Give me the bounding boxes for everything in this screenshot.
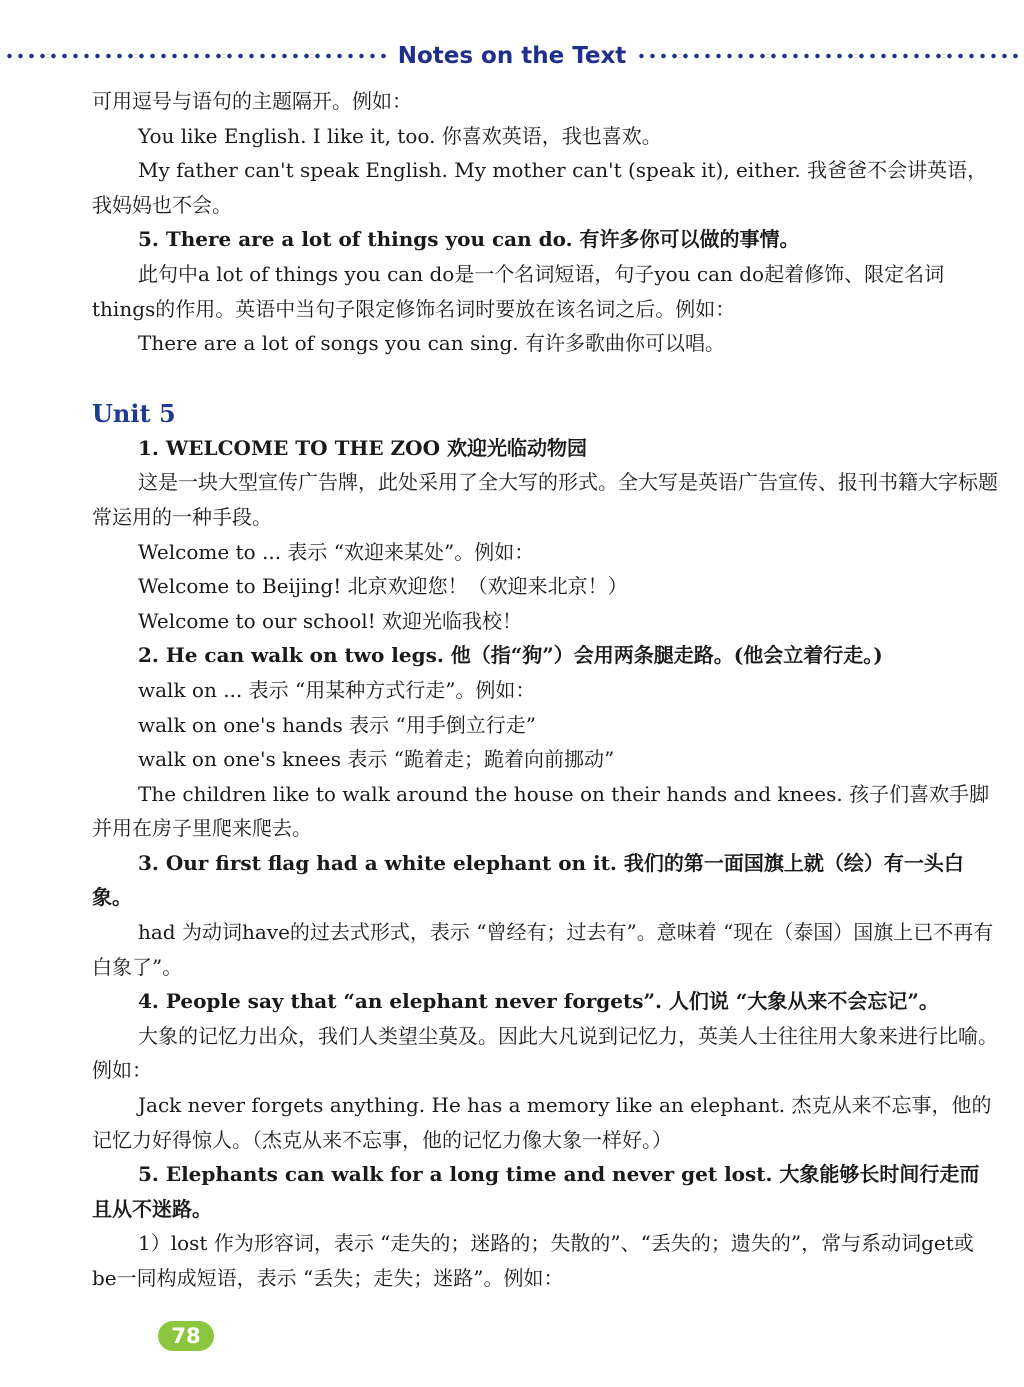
page-number-badge: 78 <box>158 1321 214 1351</box>
paragraph: 可用逗号与语句的主题隔开。例如： <box>92 89 412 113</box>
paragraph: 此句中a lot of things you can do是一个名词短语，句子you can do起着修饰、限定名词things的作用。英语中当句子限定修饰名词时要放在该名词之后。例如： <box>92 261 945 321</box>
note-title: 5. Elephants can walk for a long time and never get lost. 大象能够长时间行走而且从不迷路。 <box>92 1162 980 1221</box>
note-title: 1. WELCOME TO THE ZOO 欢迎光临动物园 <box>138 435 587 460</box>
paragraph: 大象的记忆力出众，我们人类望尘莫及。因此大凡说到记忆力，英美人士往往用大象来进行比喻。例如： <box>92 1023 998 1083</box>
example-sentence: Welcome to ... 表示 “欢迎来某处”。例如： <box>138 539 535 564</box>
example-sentence: Welcome to Beijing! 北京欢迎您！（欢迎来北京！） <box>138 574 628 599</box>
note-title: 5. There are a lot of things you can do. 有许多你可以做的事情。 <box>138 227 800 252</box>
example-sentence: My father can't speak English. My mother can't (speak it), either. 我爸爸不会讲英语，我妈妈也不会。 <box>92 158 988 217</box>
note-title: 4. People say that “an elephant never forgets”. 人们说 “大象从来不会忘记”。 <box>138 989 939 1014</box>
page-content <box>92 84 998 1296</box>
paragraph: 1）lost 作为形容词，表示 “走失的；迷路的；失散的”、“丢失的；遗失的”，常与系动词get或be一同构成短语，表示 “丢失；走失；迷路”。例如： <box>92 1231 974 1290</box>
unit-heading: Unit 5 <box>92 398 176 428</box>
example-sentence: The children like to walk around the house on their hands and knees. 孩子们喜欢手脚并用在房子里爬来爬去。 <box>92 781 990 841</box>
example-sentence: walk on one's hands 表示 “用手倒立行走” <box>138 712 536 737</box>
dotted-rule-right <box>636 53 1020 59</box>
example-sentence: walk on ... 表示 “用某种方式行走”。例如： <box>138 677 536 702</box>
example-sentence: There are a lot of songs you can sing. 有许多歌曲你可以唱。 <box>138 331 726 356</box>
example-sentence: Jack never forgets anything. He has a memory like an elephant. 杰克从来不忘事，他的记忆力好得惊人。（杰克从来不忘事，他的记忆力像大象一样好。） <box>92 1093 992 1152</box>
note-title: 3. Our first flag had a white elephant on it. 我们的第一面国旗上就（绘）有一头白象。 <box>92 850 964 910</box>
example-sentence: walk on one's knees 表示 “跪着走；跪着向前挪动” <box>138 747 615 772</box>
note-title: 2. He can walk on two legs. 他（指“狗”）会用两条腿走路。(他会立着行走。) <box>138 643 883 668</box>
paragraph: had 为动词have的过去式形式，表示 “曾经有；过去有”。意味着 “现在（泰国）国旗上已不再有白象了”。 <box>92 920 994 979</box>
section-header <box>0 38 1024 74</box>
example-sentence: You like English. I like it, too. 你喜欢英语，我也喜欢。 <box>138 123 662 148</box>
dotted-rule-left <box>4 53 388 59</box>
section-title: Notes on the Text <box>397 43 627 69</box>
paragraph: 这是一块大型宣传广告牌，此处采用了全大写的形式。全大写是英语广告宣传、报刊书籍大字标题常运用的一种手段。 <box>92 470 998 529</box>
example-sentence: Welcome to our school! 欢迎光临我校！ <box>138 608 523 633</box>
